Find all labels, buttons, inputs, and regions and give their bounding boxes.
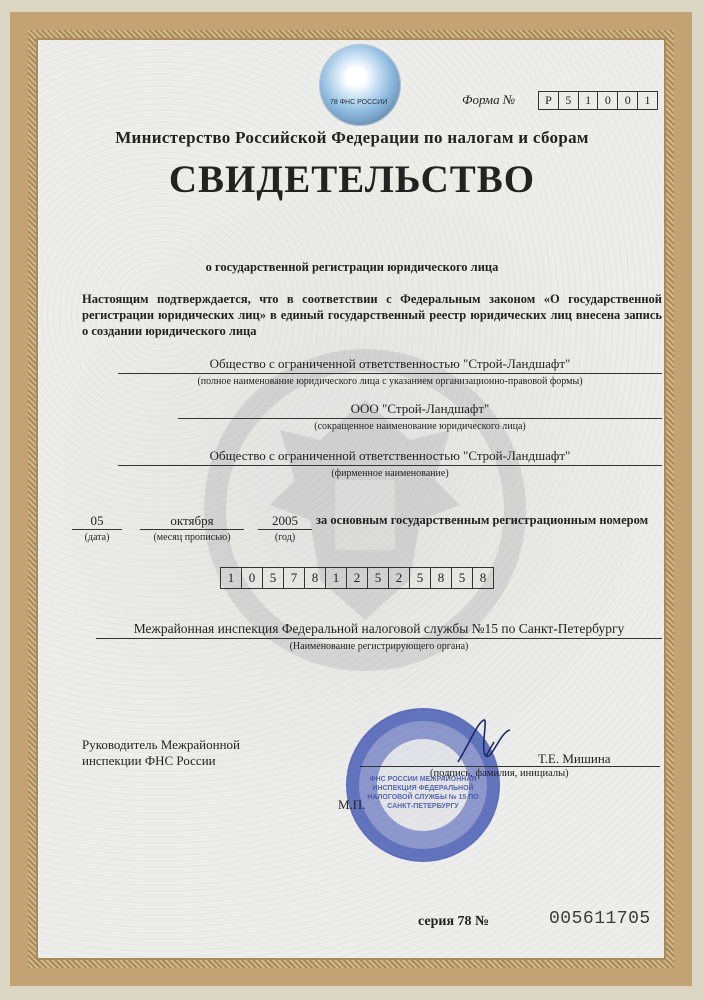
form-digit: Р	[539, 92, 559, 109]
form-digit: 5	[559, 92, 579, 109]
ogrn-digit: 1	[326, 568, 347, 588]
date-month-value: октября	[140, 513, 244, 530]
serial-number: 005611705	[549, 909, 651, 929]
ogrn-digit: 2	[389, 568, 410, 588]
ogrn-digit: 5	[368, 568, 389, 588]
signature-line	[360, 766, 660, 767]
head-title	[82, 737, 240, 769]
ogrn-digit: 0	[242, 568, 263, 588]
short-name-caption: (сокращенное наименование юридического лица)	[314, 421, 526, 432]
ogrn-digit: 5	[263, 568, 284, 588]
date-year-caption: (год)	[274, 532, 296, 543]
hologram-text: 78 ФНС РОССИИ	[330, 99, 388, 106]
stamp-text: ФНС РОССИИ МЕЖРАЙОННАЯ ИНСПЕКЦИЯ ФЕДЕРАЛЬНОЙ НАЛОГОВОЙ СЛУЖБЫ № 15 ПО САНКТ-ПЕТЕРБУРГУ	[367, 776, 479, 810]
document-subtitle: о государственной регистрации юридического лица	[205, 260, 499, 274]
ogrn-digit: 5	[410, 568, 431, 588]
series-label: серия 78 №	[418, 914, 490, 929]
document-title: СВИДЕТЕЛЬСТВО	[168, 158, 536, 201]
form-digit: 1	[644, 93, 651, 107]
ogrn-digit: 8	[431, 568, 452, 588]
short-name-value: ООО "Строй-Ландшафт"	[178, 401, 662, 419]
date-year	[258, 513, 312, 543]
date-day-value: 05	[72, 513, 122, 530]
form-label: Форма №	[462, 92, 516, 107]
brand-name-caption: (фирменное наименование)	[331, 468, 449, 479]
ogrn-number-box	[220, 567, 494, 589]
date-day-caption: (дата)	[84, 532, 110, 543]
head-title-line2: инспекции ФНС России	[82, 753, 216, 768]
registering-organ-field	[96, 621, 662, 652]
short-name-field	[178, 401, 662, 432]
ogrn-digit: 2	[347, 568, 368, 588]
registration-number-text: за основным государственным регистрационным номером	[316, 513, 649, 527]
handwritten-signature-icon	[450, 712, 520, 772]
date-month-caption: (месяц прописью)	[153, 532, 231, 543]
date-day	[72, 513, 122, 543]
confirmation-paragraph: Настоящим подтверждается, что в соответствии с Федеральным законом «О государственной регистрации юридических лиц» в единый государственный реестр юридических лиц внесена запись о создании юридического лица	[82, 292, 662, 338]
full-name-caption: (полное наименование юридического лица с указанием организационно-правовой формы)	[197, 376, 583, 387]
brand-name-field	[118, 448, 662, 479]
registering-organ-caption: (Наименование регистрирующего органа)	[289, 641, 469, 652]
ogrn-digit: 8	[305, 568, 326, 588]
form-digit: 0	[598, 92, 618, 109]
signatory-name: Т.Е. Мишина	[538, 751, 611, 766]
ogrn-digit: 1	[221, 568, 242, 588]
date-year-value: 2005	[258, 513, 312, 530]
ogrn-digit: 7	[284, 568, 305, 588]
seal-place-label: М.П.	[338, 797, 366, 812]
signature-caption: (подпись, фамилия, инициалы)	[430, 768, 569, 779]
ministry-name: Министерство Российской Федерации по налогам и сборам	[115, 128, 589, 147]
head-title-line1: Руководитель Межрайонной	[82, 737, 240, 752]
hologram-seal-icon	[319, 44, 401, 126]
registering-organ-value: Межрайонная инспекция Федеральной налоговой службы №15 по Санкт-Петербургу	[96, 621, 662, 639]
ogrn-digit: 8	[479, 570, 487, 585]
full-name-field	[118, 356, 662, 387]
form-number-box	[538, 91, 658, 110]
date-month	[140, 513, 244, 543]
brand-name-value: Общество с ограниченной ответственностью "Строй-Ландшафт"	[118, 448, 662, 466]
form-digit: 1	[579, 92, 599, 109]
form-digit: 0	[618, 92, 638, 109]
ogrn-digit: 5	[452, 568, 473, 588]
full-name-value: Общество с ограниченной ответственностью "Строй-Ландшафт"	[118, 356, 662, 374]
